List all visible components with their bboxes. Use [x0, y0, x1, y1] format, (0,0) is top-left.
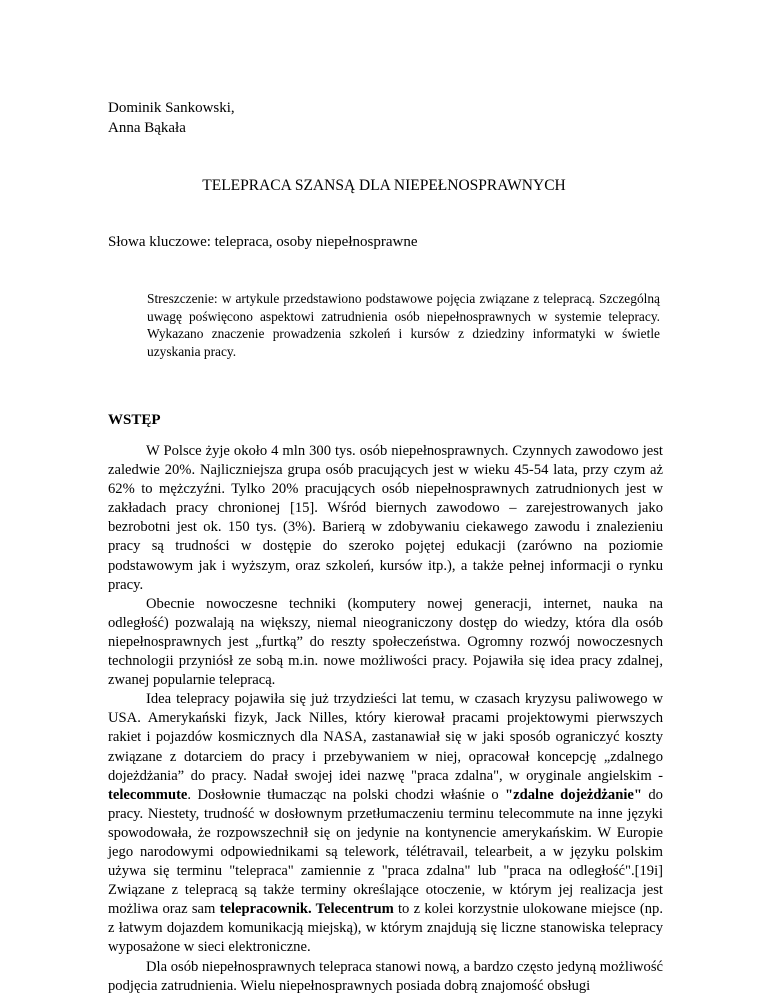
abstract-paragraph: Streszczenie: w artykule przedstawiono podstawowe pojęcia związane z telepracą. Szczególną uwagę poświęcono aspektowi zatrudnienia osób niepełnosprawnych w systemie telepracy. Wykazano znaczenie prowadzenia szkoleń i kursów z dziedziny informatyki w świetle uzyskania pracy.: [147, 291, 660, 359]
document-title: TELEPRACA SZANSĄ DLA NIEPEŁNOSPRAWNYCH: [202, 177, 566, 194]
paragraph: Obecnie nowoczesne techniki (komputery nowej generacji, internet, nauka na odległość) pozwalają na większy, niemal nieograniczony dostęp do wiedzy, która dla osób niepełnosprawnych jest „furtką” do reszty społeczeństwa. Ogromny rozwój nowoczesnych technologii przyniósł ze sobą m.in. nowe możliwości pracy. Pojawiła się idea pracy zdalnej, zwanej popularnie telepracą.: [108, 595, 663, 689]
author-list: [108, 98, 235, 138]
bold-term: telepracownik. Telecentrum: [219, 901, 394, 918]
bold-term: telecommute: [108, 786, 188, 803]
body-text: [108, 442, 663, 996]
paragraph: Dla osób niepełnosprawnych telepraca stanowi nową, a bardzo często jedyną możliwość podjęcia zatrudnienia. Wielu niepełnosprawnych posiada dobrą znajomość obsługi: [108, 958, 663, 994]
keywords-line: Słowa kluczowe: telepraca, osoby niepełnosprawne: [108, 234, 418, 250]
author-name: Dominik Sankowski,: [108, 100, 235, 116]
paragraph-text: to z kolei korzystnie ulokowane miejsce (np. z łatwym dojazdem komunikacją miejską), w którym znajdują się liczne stanowiska telepracy wyposażone w sieci elektroniczne.: [108, 901, 664, 956]
paragraph-text: do pracy. Niestety, trudność w dosłownym przetłumaczeniu terminu telecommute na inne języki spowodowała, że rozpowszechnił się on jedynie na kontynencie amerykańskim. W Europie jego narodowymi odpowiednikami są telework, télétravail, telearbeit, a w języku polskim używa się terminu "telepraca" zamiennie z "praca zdalna" lub "praca na odległość".[19i] Związane z telepracą są także terminy określające otoczenie, w którym jej realizacja jest możliwa oraz sam: [108, 786, 663, 918]
paragraph-text: . Dosłownie tłumacząc na polski chodzi właśnie o: [187, 786, 506, 803]
bold-term: "zdalne dojeżdżanie": [505, 786, 642, 803]
paragraph-text: Idea telepracy pojawiła się już trzydzieści lat temu, w czasach kryzysu paliwowego w USA. Amerykański fizyk, Jack Nilles, który kierował pracami projektowymi pierwszych rakiet i pojazdów kosmicznych dla NASA, zastanawiał się w jaki sposób ograniczyć koszty związane z dotarciem do pracy i przebywaniem w niej, opracował koncepcję „zdalnego dojeżdżania” do pracy. Nadał swojej idei nazwę "praca zdalna", w oryginale angielskim -: [108, 691, 663, 784]
section-heading: WSTĘP: [108, 412, 161, 428]
paragraph: [108, 690, 663, 957]
author-name: Anna Bąkała: [108, 120, 186, 136]
paragraph: W Polsce żyje około 4 mln 300 tys. osób niepełnosprawnych. Czynnych zawodowo jest zaledwie 20%. Najliczniejsza grupa osób pracujących jest w wieku 45-54 lata, przy czym aż 62% to mężczyźni. Tylko 20% pracujących osób niepełnosprawnych zatrudnionych jest w zakładach pracy chronionej [15]. Wśród biernych zawodowo – zarejestrowanych jako bezrobotni jest ok. 150 tys. (3%). Barierą w zdobywaniu ciekawego zawodu i znalezieniu pracy są trudności w dostępie do szeroko pojętej edukacji (zarówno na poziomie podstawowym jak i wyższym, oraz szkoleń, kursów itp.), a także pełnej informacji o rynku pracy.: [108, 443, 663, 593]
